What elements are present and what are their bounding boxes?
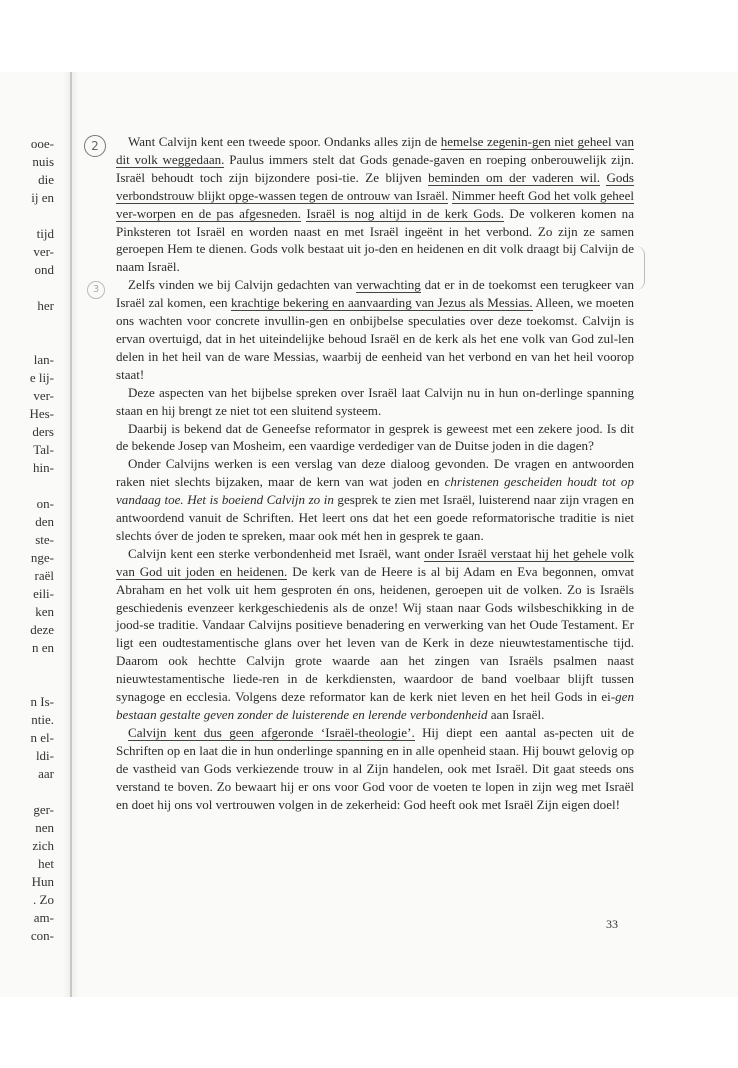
left-page-fragment: ste- (35, 532, 54, 547)
margin-bracket (636, 246, 645, 290)
left-page-fragment: raël (34, 568, 54, 583)
left-page-fragment: Hes- (29, 406, 54, 421)
left-page-fragment: . Zo (33, 892, 54, 907)
body-text (116, 133, 634, 813)
text-run: gesprek te zien met Israël, luisterend naar zijn vragen en antwoordend vanuit de Schriften. Het leert ons dat het een goede reformatorische traditie is niet slechts óver de joden te spreken, maar ook mét hen in gesprek te gaan. (116, 492, 635, 543)
underlined-phrase: onder Israël verstaat hij het gehele volk van God uit joden en heidenen. (116, 545, 634, 579)
paragraph (116, 420, 634, 456)
italic-phrase: gen bestaan gestalte geven zonder de luisterende en lerende verbondenheid (116, 689, 634, 722)
left-page-fragment: hin- (33, 460, 54, 475)
text-run: De volkeren komen na Pinksteren tot Israël en worden naast en met Israël ingeënt in het verbond. Zo zijn ze samen geroepen Hem te dienen. Gods volk bestaat uit jo-den en heidenen en dit volk draagt bij Calvijn de naam Israël. (116, 205, 634, 275)
left-page-fragment: zich (32, 838, 54, 853)
left-page-fragment: e lij- (29, 370, 54, 385)
left-page-fragment: deze (30, 622, 54, 637)
underlined-phrase: hemelse zegenin-gen niet geheel van dit volk weggedaan. (116, 134, 634, 167)
left-page-fragment: den (35, 514, 54, 529)
page-number: 33 (606, 917, 618, 931)
left-page-fragment: ken (35, 604, 54, 619)
left-page-fragment: ldi- (35, 748, 54, 763)
left-page-fragment: eili- (33, 586, 54, 601)
left-page-fragment: nge- (30, 550, 54, 565)
left-page-fragment: nuis (32, 154, 54, 169)
left-page-fragment: ooe- (30, 136, 54, 151)
paragraph (116, 545, 634, 724)
underlined-phrase: beminden om der vaderen wil. (428, 169, 600, 185)
underlined-phrase: krachtige bekering en aanvaarding van Jezus als Messias. (231, 295, 533, 311)
left-page-fragment: Hun (31, 874, 54, 889)
left-page-fragment: ij en (31, 190, 54, 205)
text-run: Daarbij is bekend dat de Geneefse reformator in gesprek is geweest met een zekere jood. Is dit de bekende Josep van Mosheim, een vaardige verdediger van de Duitse joden in die dagen? (116, 420, 634, 454)
underlined-phrase: verwachting (356, 277, 421, 293)
left-page-fragment: tijd (36, 226, 54, 241)
left-page-fragment: aar (38, 766, 54, 781)
left-page-fragment: nen (35, 820, 54, 835)
left-page-fragment: ver- (33, 388, 54, 403)
left-page-fragment: n el- (30, 730, 54, 745)
italic-phrase: christenen gescheiden houdt tot op vandaag toe. (116, 474, 634, 508)
paragraph (116, 133, 634, 276)
margin-mark-2: 2 (84, 135, 106, 157)
left-page-fragment: ger- (33, 802, 54, 817)
margin-mark-3: 3 (87, 281, 105, 299)
text-run: dat er in de toekomst een terugkeer van Israël zal komen, een (116, 277, 634, 311)
left-page-fragment: ntie. (31, 712, 54, 727)
previous-page-edge (0, 0, 62, 1068)
left-page-fragment: lan- (33, 352, 54, 367)
underlined-phrase: Nimmer heeft God het volk geheel ver-worpen en de pas afgesneden. (116, 187, 634, 221)
text-run: Calvijn kent een sterke verbondenheid met Israël, want (128, 545, 425, 561)
text-run: Want Calvijn kent een tweede spoor. Ondanks alles zijn de (128, 134, 441, 149)
paragraph (116, 724, 634, 814)
left-page-fragment: Tal- (33, 442, 54, 457)
text-run: Deze aspecten van het bijbelse spreken over Israël laat Calvijn nu in hun on-derlinge spanning staan en hij brengt ze niet tot een sluitend systeem. (116, 384, 634, 418)
left-page-fragment: con- (30, 928, 54, 943)
italic-phrase: Het is boeiend Calvijn zo in (187, 492, 334, 508)
left-page-fragment: on- (36, 496, 54, 511)
text-run: aan Israël. (487, 707, 545, 722)
underlined-phrase: Israël is nog altijd in de kerk Gods. (306, 205, 505, 221)
paragraph (116, 384, 634, 420)
text-run: Alleen, we moeten ons wachten voor concrete invullin-gen en onbijbelse speculaties over deze toekomst. Calvijn is ervan overtuigd, dat in het uiteindelijke behoud Israël en de kerk als het ene volk van God zul-len delen in het heil van de ware Messias, waarbij de eenheid van het verbond en van het heil voorop staat! (116, 295, 634, 382)
left-page-fragment: n en (31, 640, 54, 655)
text-run: Zelfs vinden we bij Calvijn gedachten van (128, 277, 357, 293)
left-page-fragment: het (38, 856, 54, 871)
left-page-fragment: ver- (33, 244, 54, 259)
page-binding (70, 72, 72, 997)
left-page-fragment: am- (33, 910, 54, 925)
left-page-fragment: ond (34, 262, 54, 277)
text-run: De kerk van de Heere is al bij Adam en Eva begonnen, omvat Abraham en het volk uit hem gesproten én ons, heidenen, geroepen uit de volken. Zo is Israëls geschiedenis evenzeer kerkgeschiedenis als de onze! Wij staan naar Gods wilsbeschikking in de jood-se traditie. Vandaar Calvijns positieve benadering en verwerking van het Oude Testament. Er ligt een oudtestamentische glans over het leven van de Kerk in deze nieuwtestamentische tijd. Daarom ook hechtte Calvijn grote waarde aan het zingen van Israëls psalmen naast nieuwtestamentische liede-ren in de kerkdiensten, waardoor de band voelbaar blijft tussen synagoge en ecclesia. Volgens deze reformator kan de kerk niet leven en het heil Gods in ei- (116, 563, 635, 705)
left-page-fragment: n Is- (30, 694, 54, 709)
left-page-fragment: die (38, 172, 54, 187)
underlined-phrase: Calvijn kent dus geen afgeronde ‘Israël-theologie’. (128, 724, 415, 740)
text-run: Onder Calvijns werken is een verslag van deze dialoog gevonden. De vragen en antwoorden raken niet slechts bijzaken, maar de kern van wat joden en (116, 456, 634, 490)
text-run: Paulus immers stelt dat Gods genade-gaven en roeping onberouwelijk zijn. Israël behoudt toch zijn bijzondere posi-tie. Ze blijven (116, 151, 634, 185)
left-page-fragment: ders (32, 424, 54, 439)
paragraph (116, 276, 634, 383)
text-run: Hij diept een aantal as-pecten uit de Schriften op en laat die in hun onderlinge spanning en in alle openheid staan. Hij bouwt gelovig op de vastheid van Gods verkiezende trouw in al Zijn handelen, ook met Israël. Dit gaat steeds ons verstand te boven. Zo bewaart hij er ons voor God voor de voeten te lopen in zijn weg met Israël en doet hij ons vol vertrouwen volgen in de zekerheid: God heeft ook met Israël Zijn eigen doel! (116, 724, 634, 812)
left-page-fragment: her (37, 298, 54, 313)
paragraph (116, 455, 634, 545)
underlined-phrase: Gods verbondstrouw blijkt opge-wassen tegen de ontrouw van Israël. (116, 169, 634, 203)
